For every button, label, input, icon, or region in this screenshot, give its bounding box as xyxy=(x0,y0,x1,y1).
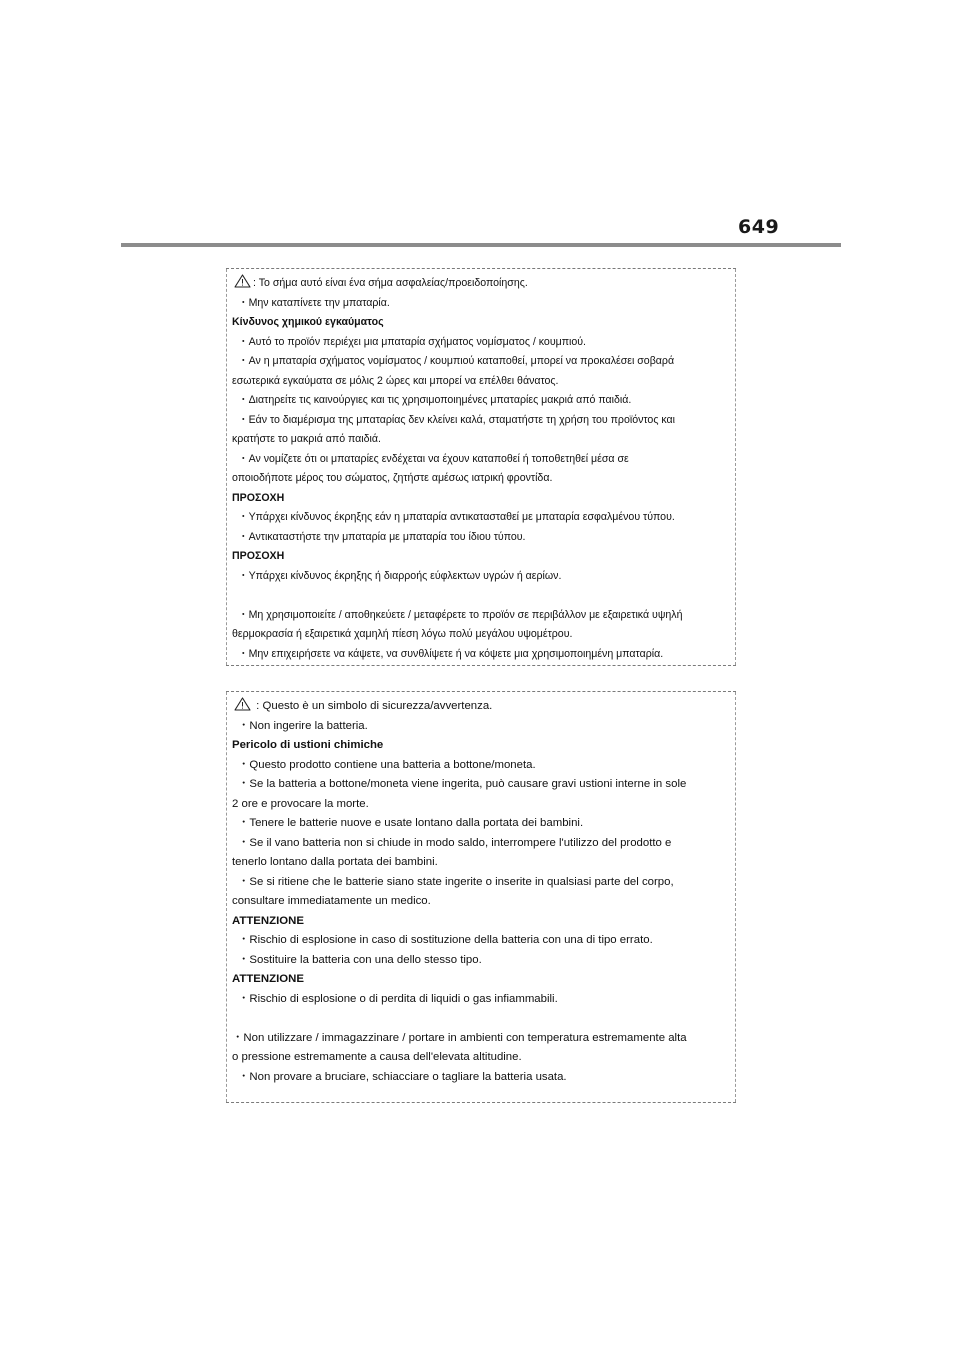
text-line xyxy=(232,391,730,411)
line-text: ・Αντικαταστήστε την μπαταρία με μπαταρία του ίδιου τύπου. xyxy=(238,530,526,543)
section-heading xyxy=(232,736,730,756)
line-text: o pressione estremamente a causa dell'elevata altitudine. xyxy=(232,1051,522,1063)
line-text: θερμοκρασία ή εξαιρετικά χαμηλή πίεση λόγω πολύ μεγάλου υψομέτρου. xyxy=(232,628,573,640)
greek-warning-lines xyxy=(232,274,730,664)
line-text: ・Μην καταπίνετε την μπαταρία. xyxy=(238,296,390,309)
line-text: ΠΡΟΣΟΧΗ xyxy=(232,491,285,504)
line-text: ・Αν νομίζετε ότι οι μπαταρίες ενδέχεται να έχουν καταποθεί ή τοποθετηθεί μέσα σε xyxy=(238,452,629,465)
line-text: tenerlo lontano dalla portata dei bambini. xyxy=(232,856,438,868)
section-heading xyxy=(232,970,730,990)
line-text: ・Μη χρησιμοποιείτε / αποθηκεύετε / μεταφέρετε το προϊόν σε περιβάλλον με εξαιρετικά υψηλή xyxy=(238,608,683,621)
line-text: 2 ore e provocare la morte. xyxy=(232,797,369,810)
text-line xyxy=(232,853,730,873)
italian-warning-lines xyxy=(232,697,730,1087)
text-line xyxy=(232,294,730,314)
line-text: Κίνδυνος χημικού εγκαύματος xyxy=(232,316,384,328)
text-line xyxy=(232,931,730,951)
text-line xyxy=(232,528,730,548)
text-line xyxy=(232,951,730,971)
line-text: ・Non ingerire la batteria. xyxy=(238,719,368,732)
line-text: ・Αυτό το προϊόν περιέχει μια μπαταρία σχήματος νομίσματος / κουμπιού. xyxy=(238,335,587,348)
text-line xyxy=(232,372,730,392)
line-text: ・Rischio di esplosione o di perdita di liquidi o gas infiammabili. xyxy=(238,992,558,1005)
text-line xyxy=(232,1068,730,1088)
line-text: ATTENZIONE xyxy=(232,973,304,985)
text-line xyxy=(232,1029,730,1049)
line-text: : Το σήμα αυτό είναι ένα σήμα ασφαλείας/προειδοποίησης. xyxy=(253,277,528,289)
warning-triangle-icon xyxy=(234,274,251,288)
text-line xyxy=(232,274,730,294)
text-line xyxy=(232,873,730,893)
text-line xyxy=(232,756,730,776)
line-text: ・Non provare a bruciare, schiacciare o tagliare la batteria usata. xyxy=(238,1070,567,1083)
text-line xyxy=(232,430,730,450)
header-rule xyxy=(121,243,841,247)
line-text: ・Non utilizzare / immagazzinare / portare in ambienti con temperatura estremamente alta xyxy=(232,1031,687,1044)
italian-warning-box xyxy=(226,691,736,1103)
blank-line xyxy=(232,1009,730,1029)
blank-line xyxy=(232,586,730,606)
line-text: ・Αν η μπαταρία σχήματος νομίσματος / κουμπιού καταποθεί, μπορεί να προκαλέσει σοβαρά xyxy=(238,355,675,367)
line-text: ・Εάν το διαμέρισμα της μπαταρίας δεν κλείνει καλά, σταματήστε τη χρήση του προϊόντος και xyxy=(238,413,676,426)
text-line xyxy=(232,567,730,587)
text-line xyxy=(232,469,730,489)
text-line xyxy=(232,814,730,834)
line-text: Pericolo di ustioni chimiche xyxy=(232,739,384,751)
warning-triangle-icon xyxy=(234,697,251,711)
line-text: ・Questo prodotto contiene una batteria a bottone/moneta. xyxy=(238,758,536,771)
text-line xyxy=(232,795,730,815)
line-text: ・Se la batteria a bottone/moneta viene ingerita, può causare gravi ustioni interne in sole xyxy=(238,778,687,790)
text-line xyxy=(232,606,730,626)
text-line xyxy=(232,625,730,645)
text-line xyxy=(232,775,730,795)
text-line xyxy=(232,892,730,912)
text-line xyxy=(232,990,730,1010)
line-text: εσωτερικά εγκαύματα σε μόλις 2 ώρες και μπορεί να επέλθει θάνατος. xyxy=(232,374,559,387)
line-text: ΠΡΟΣΟΧΗ xyxy=(232,550,285,562)
text-line xyxy=(232,697,730,717)
greek-warning-box xyxy=(226,268,736,666)
text-line xyxy=(232,834,730,854)
text-line xyxy=(232,717,730,737)
section-heading xyxy=(232,313,730,333)
text-line xyxy=(232,508,730,528)
line-text: ATTENZIONE xyxy=(232,914,304,927)
line-text: consultare immediatamente un medico. xyxy=(232,895,431,907)
line-text: ・Se il vano batteria non si chiude in modo saldo, interrompere l'utilizzo del prodotto e xyxy=(238,836,672,849)
text-line xyxy=(232,450,730,470)
line-text: ・Υπάρχει κίνδυνος έκρηξης εάν η μπαταρία αντικατασταθεί με μπαταρία εσφαλμένου τύπου. xyxy=(238,511,675,523)
line-text: οποιοδήποτε μέρος του σώματος, ζητήστε αμέσως ιατρική φροντίδα. xyxy=(232,472,553,484)
section-heading xyxy=(232,547,730,567)
line-text: ・Se si ritiene che le batterie siano state ingerite o inserite in qualsiasi parte del corpo, xyxy=(238,875,674,888)
section-heading xyxy=(232,489,730,509)
line-text: ・Rischio di esplosione in caso di sostituzione della batteria con una di tipo errato. xyxy=(238,934,653,946)
line-text: : Questo è un simbolo di sicurezza/avvertenza. xyxy=(253,700,493,712)
text-line xyxy=(232,645,730,665)
line-text: ・Διατηρείτε τις καινούργιες και τις χρησιμοποιημένες μπαταρίες μακριά από παιδιά. xyxy=(238,394,632,406)
text-line xyxy=(232,411,730,431)
line-text: ・Υπάρχει κίνδυνος έκρηξης ή διαρροής εύφλεκτων υγρών ή αερίων. xyxy=(238,569,562,582)
page-number: 649 xyxy=(738,216,780,238)
line-text: ・Sostituire la batteria con una dello stesso tipo. xyxy=(238,953,482,966)
text-line xyxy=(232,333,730,353)
text-line xyxy=(232,352,730,372)
line-text: κρατήστε το μακριά από παιδιά. xyxy=(232,433,381,445)
line-text: ・Tenere le batterie nuove e usate lontano dalla portata dei bambini. xyxy=(238,817,584,829)
text-line xyxy=(232,1048,730,1068)
line-text: ・Μην επιχειρήσετε να κάψετε, να συνθλίψετε ή να κόψετε μια χρησιμοποιημένη μπαταρία. xyxy=(238,647,664,660)
section-heading xyxy=(232,912,730,932)
